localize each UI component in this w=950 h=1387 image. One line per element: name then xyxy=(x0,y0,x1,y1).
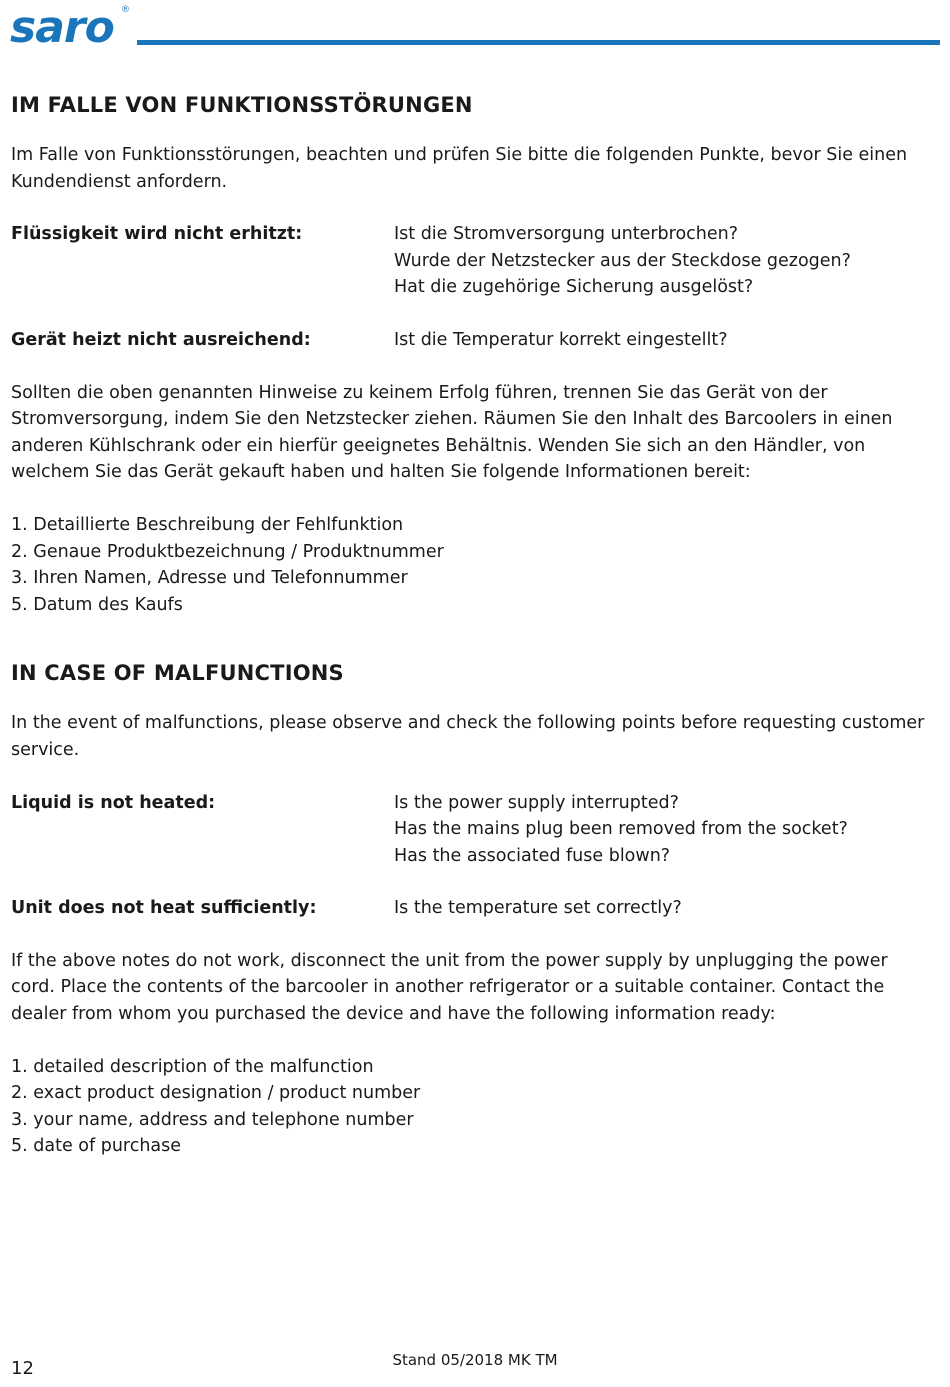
brand-logo xyxy=(10,2,114,53)
answer-item: Wurde der Netzstecker aus der Steckdose gezogen? xyxy=(394,250,851,271)
problem-answers xyxy=(394,895,936,922)
section-german xyxy=(11,88,936,618)
intro-paragraph: In the event of malfunctions, please observe and check the following points before requesting customer service. xyxy=(11,713,925,760)
advice-paragraph: If the above notes do not work, disconnect the unit from the power supply by unplugging the power cord. Place the contents of the barcooler in another refrigerator or a suitable container. Contact the dealer from whom you purchased the device and have the following information ready: xyxy=(11,950,888,1025)
header-rule xyxy=(137,40,940,45)
page-content xyxy=(11,88,936,1160)
problem-row xyxy=(11,221,936,301)
list-item: 3. your name, address and telephone number xyxy=(11,1109,414,1130)
info-list xyxy=(11,512,936,618)
page-number: 12 xyxy=(11,1358,34,1379)
list-item: 2. exact product designation / product number xyxy=(11,1083,421,1104)
problem-answers xyxy=(394,221,936,301)
problem-label: Unit does not heat sufficiently: xyxy=(11,898,317,919)
problem-label: Liquid is not heated: xyxy=(11,792,216,813)
list-item: 1. detailed description of the malfunction xyxy=(11,1056,374,1077)
answer-item: Ist die Temperatur korrekt eingestellt? xyxy=(394,329,728,350)
answer-item: Ist die Stromversorgung unterbrochen? xyxy=(394,224,739,245)
answer-item: Has the mains plug been removed from the socket? xyxy=(394,819,848,840)
list-item: 1. Detaillierte Beschreibung der Fehlfunktion xyxy=(11,514,404,535)
answer-item: Has the associated fuse blown? xyxy=(394,845,671,866)
list-item: 5. Datum des Kaufs xyxy=(11,594,183,615)
problem-answers xyxy=(394,790,936,870)
list-item: 2. Genaue Produktbezeichnung / Produktnummer xyxy=(11,541,444,562)
intro-paragraph: Im Falle von Funktionsstörungen, beachten und prüfen Sie bitte die folgenden Punkte, bevor Sie einen Kundendienst anfordern. xyxy=(11,145,908,192)
section-heading: IN CASE OF MALFUNCTIONS xyxy=(11,661,344,686)
problem-label: Gerät heizt nicht ausreichend: xyxy=(11,329,311,350)
answer-item: Hat die zugehörige Sicherung ausgelöst? xyxy=(394,277,754,298)
advice-paragraph: Sollten die oben genannten Hinweise zu keinem Erfolg führen, trennen Sie das Gerät von der Stromversorgung, indem Sie den Netzstecker ziehen. Räumen Sie den Inhalt des Barcoolers in einen anderen Kühlschrank oder ein hierfür geeignetes Behältnis. Wenden Sie sich an den Händler, von welchem Sie das Gerät gekauft haben und halten Sie folgende Informationen bereit: xyxy=(11,382,893,483)
section-english xyxy=(11,656,936,1160)
footer-stand: Stand 05/2018 MK TM xyxy=(392,1351,558,1369)
problem-answers xyxy=(394,327,936,354)
answer-item: Is the temperature set correctly? xyxy=(394,898,682,919)
page-header xyxy=(0,0,950,60)
list-item: 5. date of purchase xyxy=(11,1136,182,1157)
info-list xyxy=(11,1054,936,1160)
problem-row xyxy=(11,790,936,870)
brand-logo-text: saro xyxy=(10,2,114,53)
answer-item: Is the power supply interrupted? xyxy=(394,792,679,813)
section-heading: IM FALLE VON FUNKTIONSSTÖRUNGEN xyxy=(11,93,473,117)
problem-label: Flüssigkeit wird nicht erhitzt: xyxy=(11,224,303,245)
registered-mark: ® xyxy=(121,5,130,15)
list-item: 3. Ihren Namen, Adresse und Telefonnummer xyxy=(11,568,408,589)
problem-row xyxy=(11,895,936,922)
problem-row xyxy=(11,327,936,354)
